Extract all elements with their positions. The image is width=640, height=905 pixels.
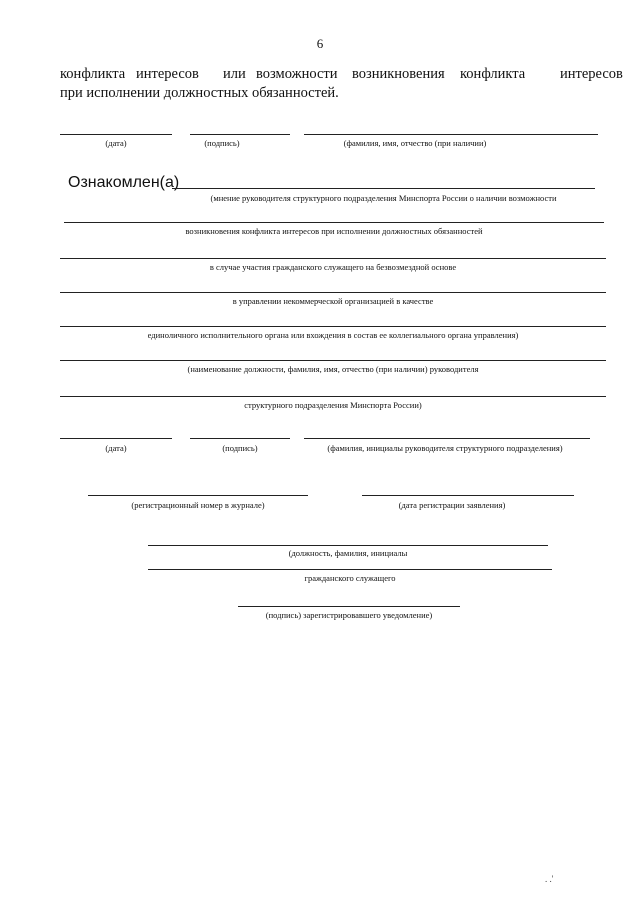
opinion-caption-2: возникновения конфликта интересов при исполнении должностных обязанностей	[185, 226, 483, 236]
opinion-caption-7: структурного подразделения Минспорта России)	[244, 400, 422, 410]
signature-caption: (подпись)	[204, 138, 240, 148]
word: интересов	[136, 66, 199, 82]
name-line-2	[304, 438, 590, 439]
opinion-line-1	[172, 188, 595, 189]
name-line	[304, 134, 598, 135]
date-line-2	[60, 438, 172, 439]
corner-marks: . .'	[545, 874, 554, 884]
word: или	[223, 66, 246, 82]
word: конфликта	[60, 66, 126, 82]
opinion-line-5	[60, 326, 606, 327]
word: интересов	[560, 66, 623, 82]
word: возникновения	[352, 66, 445, 82]
opinion-caption-3: в случае участия гражданского служащего на безвозмездной основе	[209, 262, 457, 272]
servant-line	[148, 569, 552, 570]
name-caption-2: (фамилия, инициалы руководителя структурного подразделения)	[327, 443, 563, 453]
date-caption: (дата)	[105, 138, 127, 148]
paragraph-line-2: при исполнении должностных обязанностей.	[60, 85, 339, 101]
signature-line-2	[190, 438, 290, 439]
opinion-caption-4: в управлении некоммерческой организацией в качестве	[232, 296, 434, 306]
reg-date-line	[362, 495, 574, 496]
opinion-line-3	[60, 258, 606, 259]
acquainted-label: Ознакомлен(а)	[68, 174, 180, 191]
date-caption-2: (дата)	[105, 443, 127, 453]
opinion-caption-1: (мнение руководителя структурного подразделения Минспорта России о наличии возможности	[210, 193, 557, 203]
registrar-signature-line	[238, 606, 460, 607]
page-number: 6	[316, 36, 324, 51]
word: конфликта	[460, 66, 526, 82]
reg-number-caption: (регистрационный номер в журнале)	[131, 500, 265, 510]
name-caption: (фамилия, имя, отчество (при наличии)	[343, 138, 487, 148]
opinion-caption-5: единоличного исполнительного органа или вхождения в состав ее коллегиального органа управления)	[147, 330, 519, 340]
opinion-caption-6: (наименование должности, фамилия, имя, отчество (при наличии) руководителя	[187, 364, 479, 374]
reg-number-line	[88, 495, 308, 496]
word: возможности	[256, 66, 338, 82]
reg-date-caption: (дата регистрации заявления)	[398, 500, 506, 510]
opinion-line-7	[60, 396, 606, 397]
opinion-line-2	[64, 222, 604, 223]
position-line	[148, 545, 548, 546]
registrar-signature-caption: (подпись) зарегистрировавшего уведомление)	[265, 610, 433, 620]
position-caption: (должность, фамилия, инициалы	[288, 548, 408, 558]
signature-caption-2: (подпись)	[222, 443, 258, 453]
servant-caption: гражданского служащего	[304, 573, 396, 583]
opinion-line-4	[60, 292, 606, 293]
signature-line	[190, 134, 290, 135]
date-line	[60, 134, 172, 135]
opinion-line-6	[60, 360, 606, 361]
